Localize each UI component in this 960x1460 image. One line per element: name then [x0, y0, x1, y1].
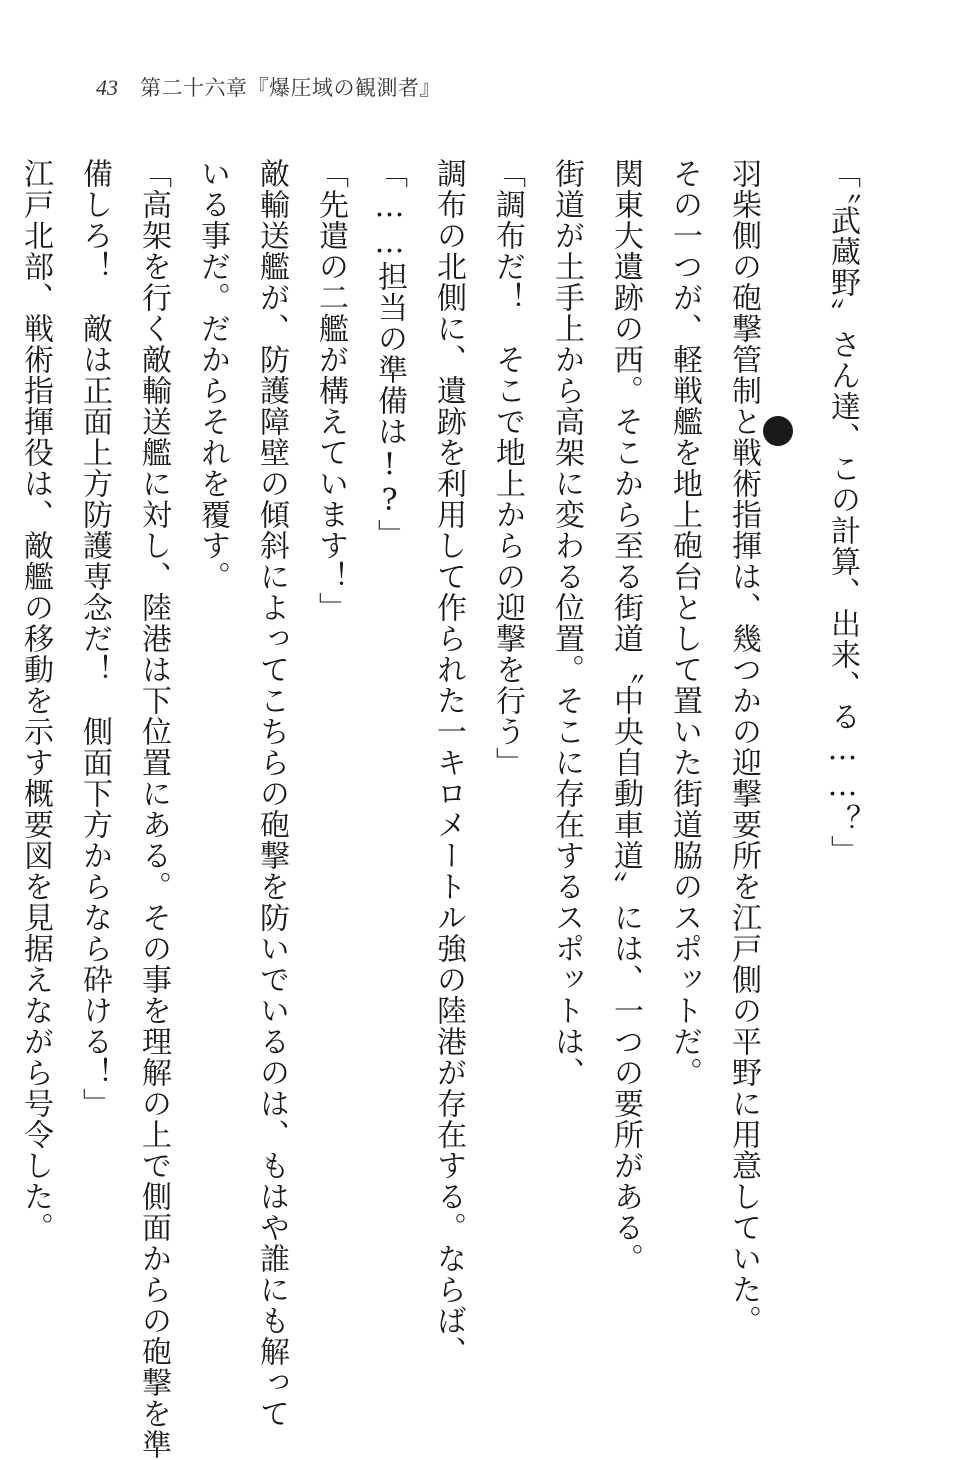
text-line: 敵輸送艦が、防護障壁の傾斜によってこちらの砲撃を防いでいるのは、もはや誰にも解って [254, 158, 289, 1429]
text-line: 備しろ！ 敵は正面上方防護専念だ！ 側面下方からなら砕ける！」 [77, 158, 112, 1119]
text-line: 江戸北部、戦術指揮役は、敵艦の移動を示す概要図を見据えながら号令した。 [18, 158, 53, 1243]
vertical-body-text [0, 158, 872, 1460]
text-line: いる事だ。だからそれを覆す。 [195, 158, 230, 592]
text-line: その一つが、軽戦艦を地上砲台として置いた街道脇のスポットだ。 [667, 158, 702, 1088]
chapter-title: 第二十六章『爆圧域の観測者』 [140, 76, 441, 100]
text-line: 「……担当の準備は!?」 [372, 158, 407, 550]
text-line: 「調布だ！ そこで地上からの迎撃を行う」 [490, 158, 525, 778]
text-line: 「〝武蔵野〟さん達、この計算、出来、る……？」 [825, 158, 860, 866]
text-line: 関東大遺跡の西。そこから至る街道〝中央自動車道〟には、一つの要所がある。 [608, 158, 643, 1274]
page-number: 43 [96, 75, 118, 100]
text-line: 街道が土手上から高架に変わる位置。そこに存在するスポットは、 [549, 158, 584, 1088]
running-header [96, 72, 441, 108]
text-line: 「高架を行く敵輸送艦に対し、陸港は下位置にある。その事を理解の上で側面からの砲撃を準 [136, 158, 171, 1460]
text-line: 羽柴側の砲撃管制と戦術指揮は、幾つかの迎撃要所を江戸側の平野に用意していた。 [726, 158, 761, 1336]
text-line: 調布の北側に、遺跡を利用して作られた一キロメートル強の陸港が存在する。ならば、 [431, 158, 466, 1367]
text-line [0, 158, 6, 1318]
text-line: 「先遣の二艦が構えています！」 [313, 158, 348, 623]
